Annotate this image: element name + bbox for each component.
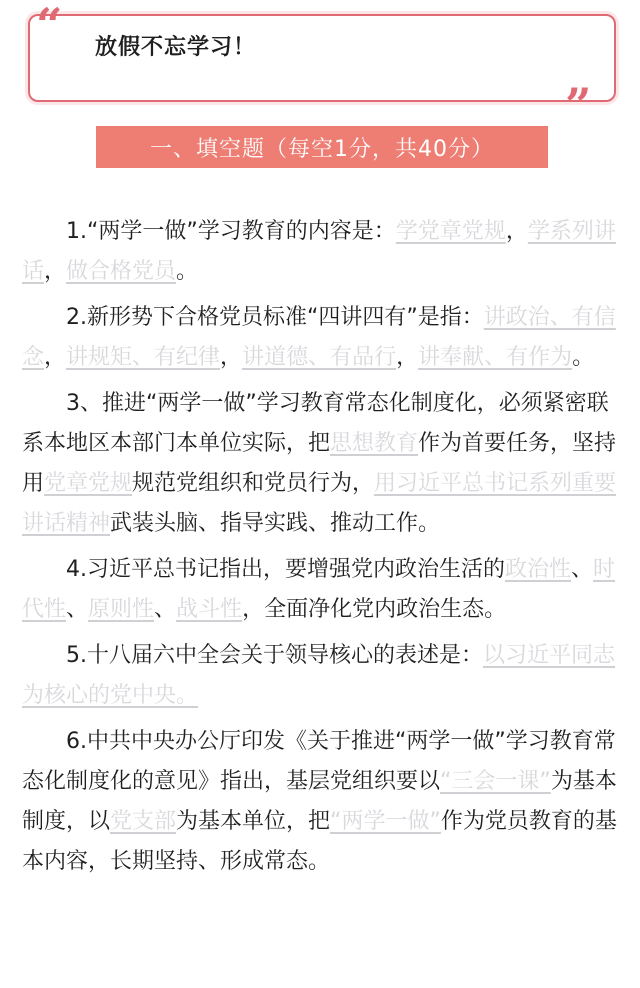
answer-text: 用习近平总书记系列重要讲话精神 [22,471,617,536]
question-text: 5.十八届六中全会关于领导核心的表述是： [66,643,483,668]
question-text: 6.中共中央办公厅印发《关于推进“两学一做”学习教育常态化制度化的意见》指出，基层党组织要以 [22,729,616,794]
question-item [22,212,622,292]
close-quote-icon: ” [565,78,592,132]
question-text: 4.习近平总书记指出，要增强党内政治生活的 [66,557,505,582]
question-text: 。 [572,345,595,370]
question-text: 1.“两学一做”学习教育的内容是： [66,219,396,244]
question-item [22,722,622,882]
question-text: 3、推进“两学一做”学习教育常态化制度化，必须紧密联系本地区本部门本单位实际，把 [22,391,609,456]
question-text: ， [505,219,528,244]
answer-text: 党支部 [110,809,177,834]
question-text: ， [44,345,67,370]
question-text: ，全面净化党内政治生态。 [242,597,507,622]
open-quote-icon: “ [36,0,63,52]
question-item [22,550,622,630]
answer-text: 讲政治、有信念 [22,305,616,370]
question-text: 2.新形势下合格党员标准“四讲四有”是指： [66,305,484,330]
question-text: 作为党员教育的基本内容，长期坚持、形成常态。 [22,809,617,874]
answer-text: 战斗性 [176,597,243,622]
answer-text: 讲奉献、有作为 [418,345,573,370]
question-text: 、 [154,597,177,622]
answer-text: 讲规矩、有纪律 [66,345,221,370]
answer-text: 时代性 [22,557,616,622]
section-header [96,126,548,168]
answer-text: 党章党规 [44,471,133,496]
answer-text: 学党章党规 [395,219,506,244]
question-text: 为基本制度，以 [22,769,617,834]
answer-text: 原则性 [88,597,155,622]
question-item [22,636,622,716]
question-text: ， [44,259,67,284]
answer-text: 学系列讲话 [22,219,616,284]
question-text: 为基本单位，把 [176,809,331,834]
question-list [22,212,622,888]
answer-text: “两学一做” [330,809,441,834]
answer-text: 以习近平同志为核心的党中央。 [22,643,616,708]
question-text: 、 [66,597,89,622]
question-item [22,384,622,544]
question-item [22,298,622,378]
question-text: 。 [176,259,199,284]
question-text: 规范党组织和党员行为， [132,471,375,496]
section-title: 一、填空题（每空1分，共40分） [150,136,494,162]
question-text: 、 [571,557,594,582]
answer-text: 政治性 [505,557,572,582]
answer-text: 讲道德、有品行 [242,345,397,370]
question-text: ， [396,345,419,370]
banner-title: 放假不忘学习！ [95,35,257,60]
question-text: ， [220,345,243,370]
question-text: 作为首要任务，坚持用 [22,431,617,496]
answer-text: 思想教育 [330,431,419,456]
answer-text: “三会一课” [440,769,551,794]
question-text: 武装头脑、指导实践、推动工作。 [110,511,441,536]
answer-text: 做合格党员 [66,259,177,284]
